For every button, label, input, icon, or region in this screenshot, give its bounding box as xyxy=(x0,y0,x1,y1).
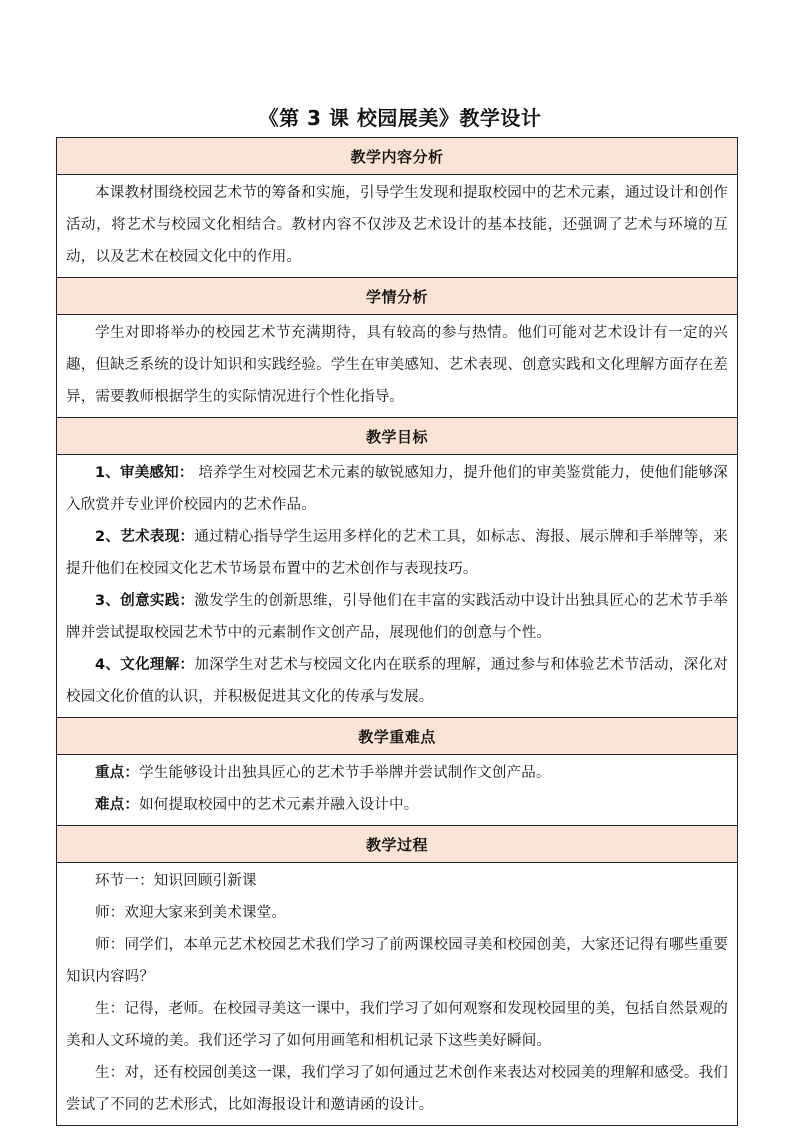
objective-label: 4、文化理解： xyxy=(95,657,195,673)
objective-item xyxy=(66,585,728,649)
key-point-item xyxy=(66,757,728,789)
key-point-item xyxy=(66,789,728,821)
process-paragraph: 环节一：知识回顾引新课 xyxy=(95,873,257,889)
section-body-objectives xyxy=(57,455,738,718)
objective-item xyxy=(66,457,728,521)
student-analysis-text: 学生对即将举办的校园艺术节充满期待，具有较高的参与热情。他们可能对艺术设计有一定的兴趣，但缺乏系统的设计知识和实践经验。学生在审美感知、艺术表现、创意实践和文化理解方面存在差异，需要教师根据学生的实际情况进行个性化指导。 xyxy=(66,325,728,405)
objective-text: 加深学生对艺术与校园文化内在联系的理解，通过参与和体验艺术节活动，深化对校园文化价值的认识，并积极促进其文化的传承与发展。 xyxy=(66,657,728,705)
document-title: 《第 3 课 校园展美》教学设计 xyxy=(258,106,542,130)
objective-item xyxy=(66,521,728,585)
section-body-key-points xyxy=(57,755,738,826)
process-paragraph: 师：欢迎大家来到美术课堂。 xyxy=(95,905,287,921)
objective-text: 通过精心指导学生运用多样化的艺术工具，如标志、海报、展示牌和手举牌等，来提升他们在校园文化艺术节场景布置中的艺术创作与表现技巧。 xyxy=(66,529,728,577)
key-point-text: 如何提取校园中的艺术元素并融入设计中。 xyxy=(139,797,419,813)
objective-text: 激发学生的创新思维，引导他们在丰富的实践活动中设计出独具匠心的艺术节手举牌并尝试提取校园艺术节中的元素制作文创产品，展现他们的创意与个性。 xyxy=(66,593,728,641)
key-point-label: 重点： xyxy=(95,765,140,781)
key-point-text: 学生能够设计出独具匠心的艺术节手举牌并尝试制作文创产品。 xyxy=(139,765,551,781)
section-header-objectives: 教学目标 xyxy=(57,418,738,455)
section-header-process: 教学过程 xyxy=(57,826,738,863)
lesson-plan-table xyxy=(56,137,738,1126)
objective-text: 培养学生对校园艺术元素的敏锐感知力，提升他们的审美鉴赏能力，使他们能够深入欣赏并专业评价校园内的艺术作品。 xyxy=(66,465,728,513)
process-paragraph: 生：对，还有校园创美这一课，我们学习了如何通过艺术创作来表达对校园美的理解和感受。我们尝试了不同的艺术形式，比如海报设计和邀请函的设计。 xyxy=(66,1065,728,1113)
section-body-content-analysis xyxy=(57,175,738,278)
objective-label: 2、艺术表现： xyxy=(95,529,195,545)
content-analysis-text: 本课教材围绕校园艺术节的筹备和实施，引导学生发现和提取校园中的艺术元素，通过设计和创作活动，将艺术与校园文化相结合。教材内容不仅涉及艺术设计的基本技能，还强调了艺术与环境的互动，以及艺术在校园文化中的作用。 xyxy=(66,185,728,265)
objective-item xyxy=(66,649,728,713)
process-paragraph: 师：同学们，本单元艺术校园艺术我们学习了前两课校园寻美和校园创美，大家还记得有哪些重要知识内容吗？ xyxy=(66,937,728,985)
section-header-content-analysis: 教学内容分析 xyxy=(57,138,738,175)
section-header-student-analysis: 学情分析 xyxy=(57,278,738,315)
objective-label: 1、审美感知： xyxy=(95,465,194,481)
process-paragraph: 生：记得，老师。在校园寻美这一课中，我们学习了如何观察和发现校园里的美，包括自然景观的美和人文环境的美。我们还学习了如何用画笔和相机记录下这些美好瞬间。 xyxy=(66,1001,728,1049)
objective-label: 3、创意实践： xyxy=(95,593,195,609)
section-header-key-points: 教学重难点 xyxy=(57,718,738,755)
section-body-process xyxy=(57,863,738,1126)
key-point-label: 难点： xyxy=(95,797,140,813)
section-body-student-analysis xyxy=(57,315,738,418)
